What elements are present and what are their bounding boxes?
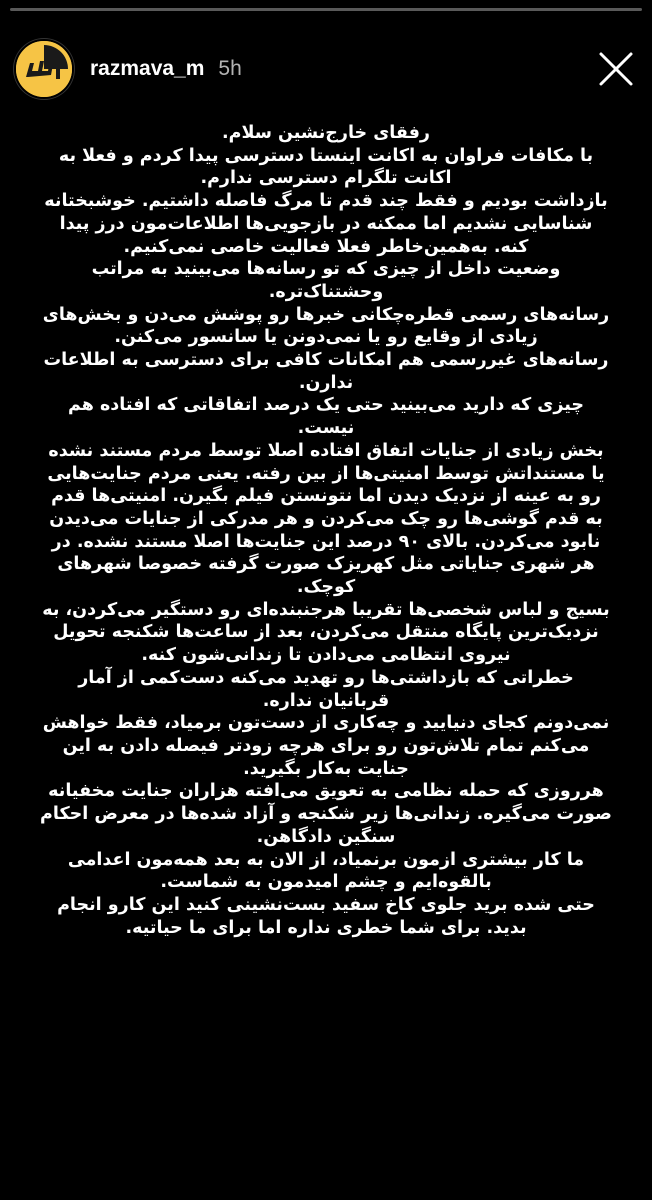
story-paragraph: با مکافات فراوان به اکانت اینستا دسترسی پیدا کردم و فعلا به اکانت تلگرام دسترسی ندارم. (58, 145, 594, 189)
story-header (14, 36, 638, 102)
story-timestamp: 5h (218, 57, 242, 80)
razmava-logo-icon (16, 41, 72, 97)
story-paragraph: رسانه‌های رسمی قطره‌چکانی خبرها رو پوشش می‌دن و بخش‌های زیادی از وقایع رو یا نمی‌دونن یا سانسور می‌کنن. (42, 304, 610, 348)
story-paragraph: هرروزی که حمله نظامی به تعویق می‌افته هزاران جنایت مخفیانه صورت می‌گیره. زندانی‌ها زیر شکنجه و آزاد شده‌ها در معرض احکام سنگین دادگاهن. (40, 781, 612, 847)
story-paragraph: بخش زیادی از جنایات اتفاق افتاده اصلا توسط مردم مستند نشده یا مستنداتش توسط امنیتی‌ها از بین رفته. یعنی مردم جنایت‌هایی رو به عینه از نزدیک دیدن اما نتونستن فیلم بگیرن. امنیتی‌ها قدم به قدم گوشی‌ها رو چک می‌کردن و هر مدرکی از جنایات می‌دیدن نابود می‌کردن. بالای ۹۰ درصد این جنایت‌ها اصلا مستند نشده. در هر شهری جنایاتی مثل کهریزک صورت گرفته خصوصا شهرهای کوچک. (47, 440, 605, 598)
story-paragraph: خطراتی که بازداشتی‌ها رو تهدید می‌کنه دست‌کمی از آمار قربانیان نداره. (78, 667, 574, 711)
story-paragraph: بازداشت بودیم و فقط چند قدم تا مرگ فاصله داشتیم. خوشبختانه شناسایی نشدیم اما ممکنه در بازجویی‌ها اطلاعات‌مون درز پیدا کنه. به‌همین‌خاطر فعلا فعالیت خاصی نمی‌کنیم. (44, 191, 608, 257)
story-paragraph: رسانه‌های غیررسمی هم امکانات کافی برای دسترسی به اطلاعات ندارن. (43, 350, 609, 393)
story-progress-bar (10, 8, 642, 11)
story-paragraph: نمی‌دونم کجای دنیایید و چه‌کاری از دست‌تون برمیاد، فقط خواهش می‌کنم تمام تلاش‌تون رو برای هرچه زودتر فیصله دادن به این جنایت به‌کار بگیرید. (42, 713, 610, 779)
close-button[interactable] (594, 47, 638, 91)
close-icon (598, 51, 634, 87)
profile-avatar[interactable] (14, 39, 74, 99)
story-paragraph: ما کار بیشتری ازمون برنمیاد، از الان به بعد همه‌مون اعدامی بالقوه‌ایم و چشم امیدمون به شماست. (67, 849, 585, 893)
story-text (40, 122, 612, 939)
story-paragraph: رفقای خارج‌نشین سلام. (221, 123, 431, 143)
story-paragraph: بسیج و لباس شخصی‌ها تقریبا هرجنبنده‌ای رو دستگیر می‌کردن، به نزدیک‌ترین پایگاه منتقل می‌کردن، بعد از ساعت‌ها شکنجه تحویل نیروی انتظامی می‌دادن تا زندانی‌شون کنه. (42, 599, 610, 666)
story-paragraph: وضعیت داخل از چیزی که تو رسانه‌ها می‌بینید به مراتب وحشتناک‌تره. (91, 259, 561, 302)
story-paragraph: حتی شده برید جلوی کاخ سفید بست‌نشینی کنید این کارو انجام بدید. برای شما خطری نداره اما برای ما حیاتیه. (57, 894, 595, 938)
story-username[interactable]: razmava_m (90, 57, 205, 80)
story-paragraph: چیزی که دارید می‌بینید حتی یک درصد اتفاقاتی که افتاده هم نیست. (68, 395, 584, 439)
